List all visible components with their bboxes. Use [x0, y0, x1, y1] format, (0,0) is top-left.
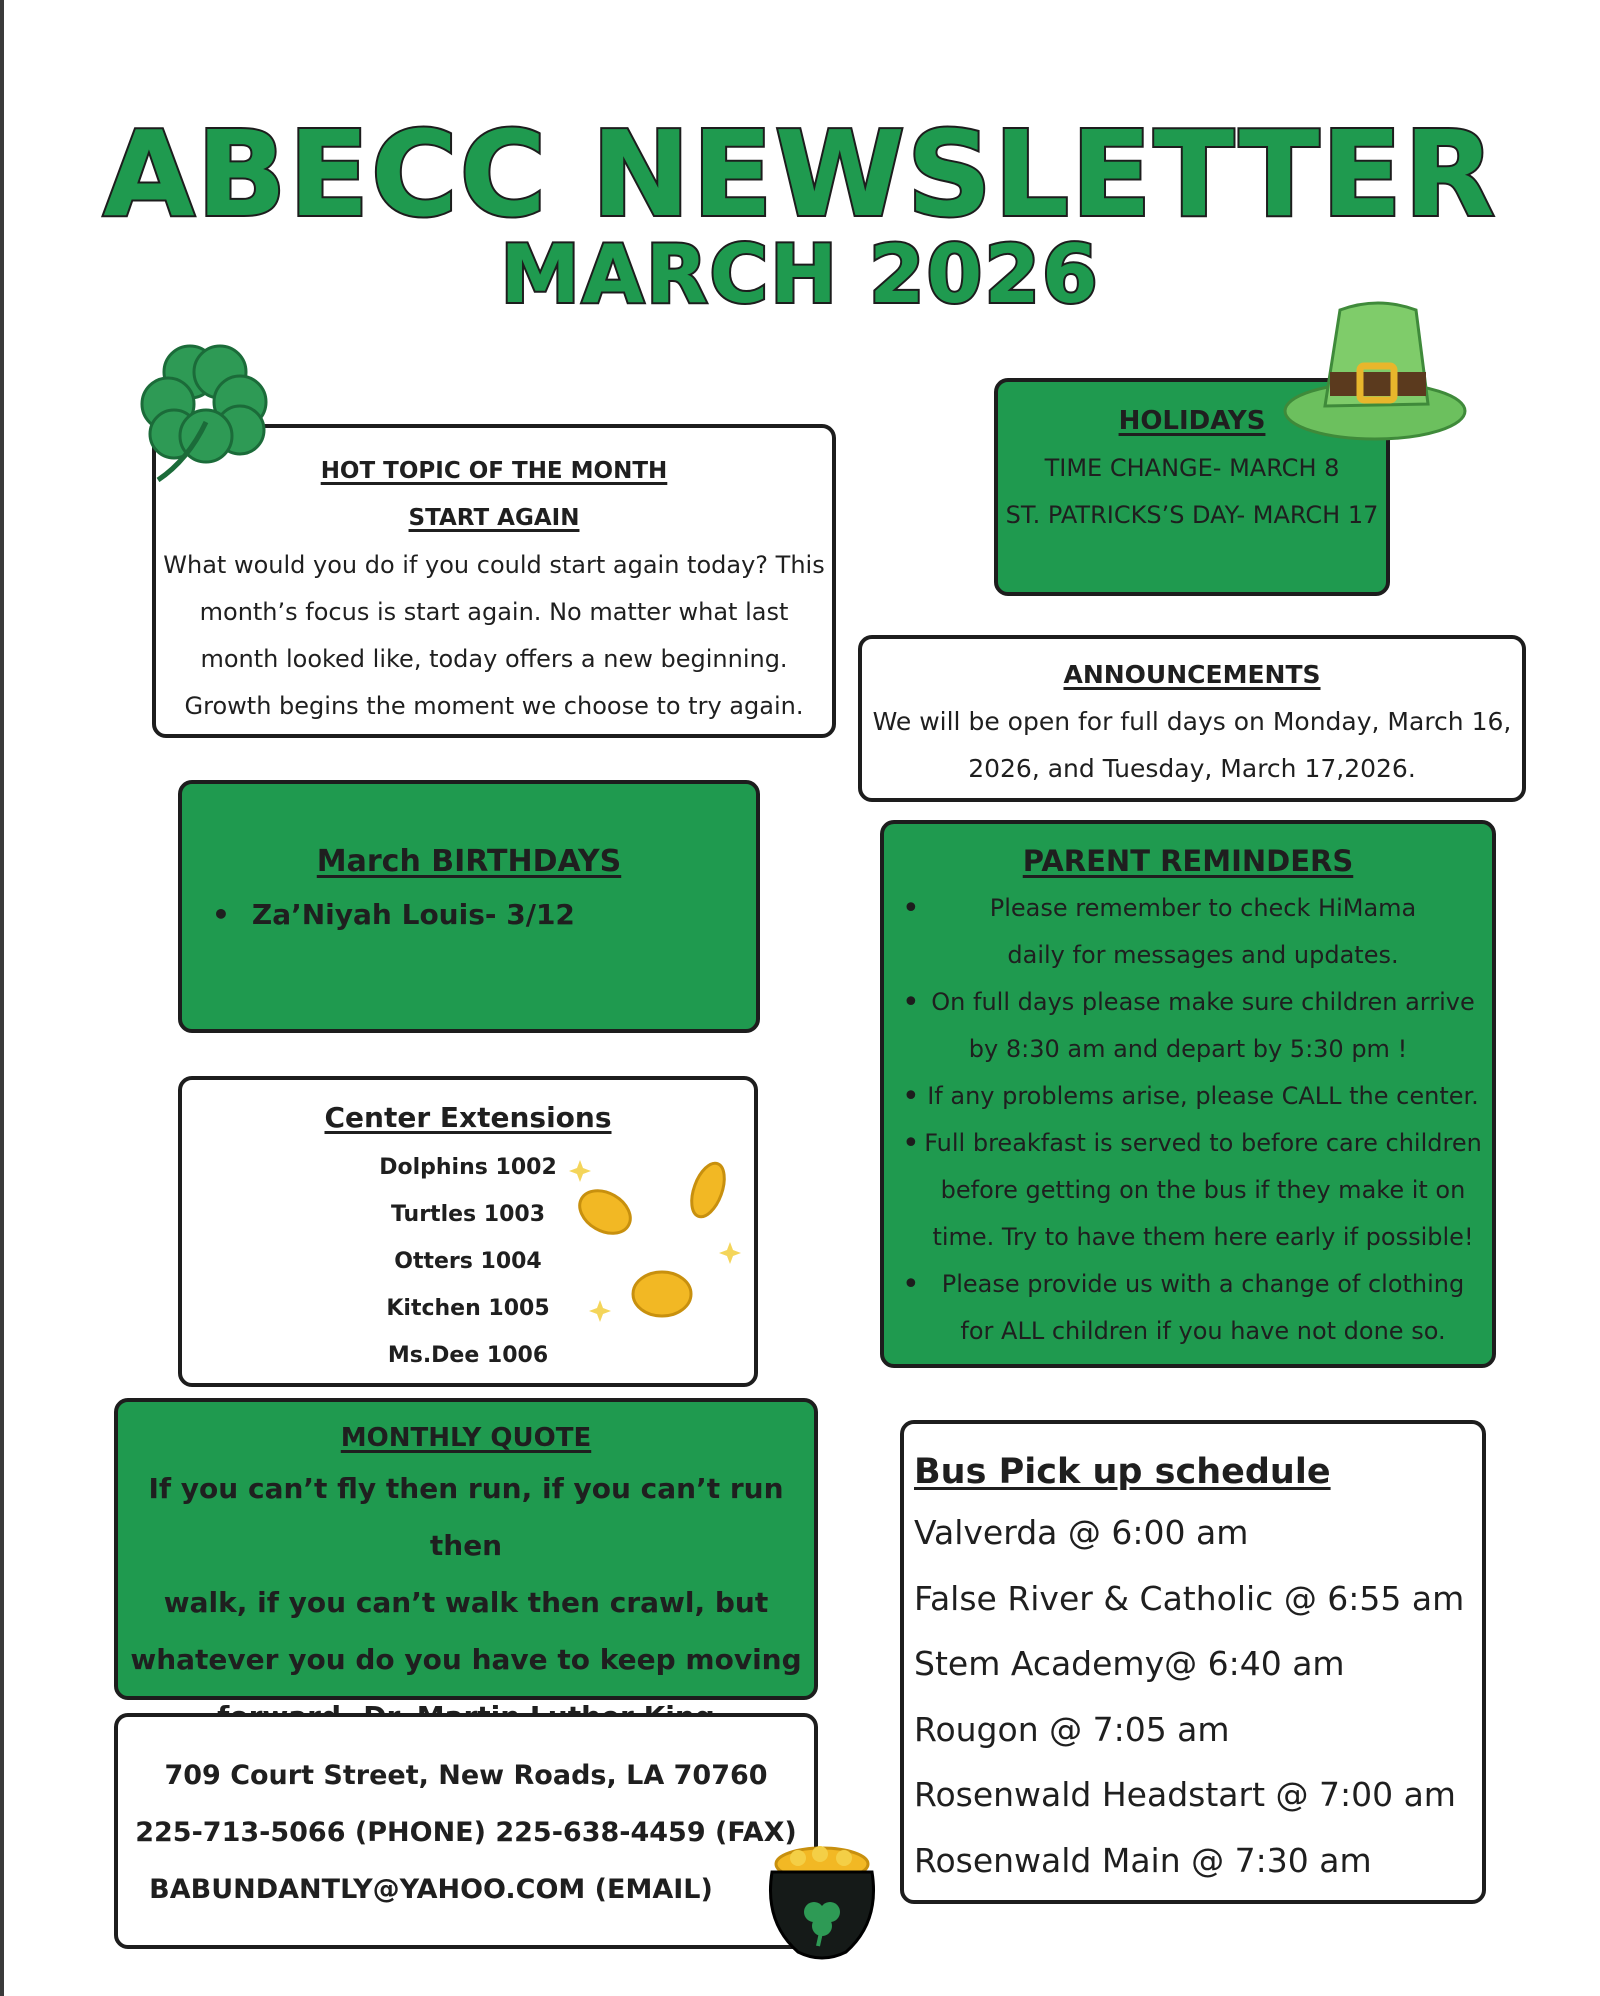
hot-topic-line: month’s focus is start again. No matter what last: [199, 598, 789, 626]
monthly-quote-heading: MONTHLY QUOTE: [340, 1423, 592, 1453]
birthdays-box: [178, 780, 760, 1033]
holiday-item: TIME CHANGE- MARCH 8: [1044, 454, 1340, 482]
shamrock-icon: [128, 330, 288, 490]
center-extensions-heading: Center Extensions: [324, 1101, 612, 1134]
hot-topic-line: What would you do if you could start again today? This: [163, 551, 825, 579]
bus-schedule-box: [900, 1420, 1486, 1904]
extension-item: Ms.Dee 1006: [387, 1343, 549, 1368]
birthdays-heading: March BIRTHDAYS: [316, 844, 622, 879]
contact-email: BABUNDANTLY@YAHOO.COM (EMAIL): [149, 1874, 713, 1905]
quote-line: If you can’t fly then run, if you can’t run then: [148, 1472, 784, 1562]
reminder-line: by 8:30 am and depart by 5:30 pm !: [968, 1035, 1408, 1063]
hot-topic-heading: HOT TOPIC OF THE MONTH: [320, 458, 668, 484]
reminder-line: • If any problems arise, please CALL the center.: [884, 1073, 1492, 1120]
bus-stop: False River & Catholic @ 6:55 am: [914, 1578, 1465, 1618]
reminder-line: daily for messages and updates.: [1007, 941, 1399, 969]
monthly-quote-box: [114, 1398, 818, 1700]
bus-stop: Stem Academy@ 6:40 am: [914, 1644, 1345, 1683]
bullet-icon: •: [212, 898, 230, 931]
extension-item: Turtles 1003: [390, 1202, 546, 1227]
announcements-heading: ANNOUNCEMENTS: [1063, 660, 1321, 689]
newsletter-date: MARCH 2026: [500, 228, 1100, 321]
hot-topic-subheading: START AGAIN: [408, 505, 580, 531]
bus-stop: Rougon @ 7:05 am: [914, 1709, 1230, 1749]
birthday-item: [182, 888, 756, 942]
leprechaun-hat-icon: [1280, 296, 1470, 446]
reminder-line: • Full breakfast is served to before care children: [884, 1120, 1492, 1167]
holiday-item: ST. PATRICKS’S DAY- MARCH 17: [1005, 501, 1379, 529]
parent-reminders-heading: PARENT REMINDERS: [1022, 844, 1354, 878]
reminder-line: time. Try to have them here early if possible!: [932, 1223, 1474, 1251]
parent-reminders-box: [880, 820, 1496, 1368]
announcements-box: [858, 635, 1526, 802]
holidays-heading: HOLIDAYS: [1118, 406, 1266, 436]
announcement-line: We will be open for full days on Monday, March 16,: [872, 707, 1512, 736]
extension-item: Kitchen 1005: [386, 1296, 550, 1321]
bus-stop: Valverda @ 6:00 am: [914, 1513, 1249, 1552]
hot-topic-line: month looked like, today offers a new beginning.: [200, 645, 788, 673]
contact-address: 709 Court Street, New Roads, LA 70760: [164, 1760, 768, 1791]
contact-box: [114, 1713, 818, 1949]
extension-item: Otters 1004: [394, 1249, 542, 1274]
birthday-name: Za’Niyah Louis- 3/12: [251, 898, 575, 931]
hot-topic-line: Growth begins the moment we choose to try again.: [184, 692, 804, 720]
contact-phones: 225-713-5066 (PHONE) 225-638-4459 (FAX): [135, 1817, 797, 1848]
bus-stop: Rosenwald Headstart @ 7:00 am: [914, 1775, 1456, 1814]
bus-stop: Rosenwald Main @ 7:30 am: [914, 1840, 1372, 1880]
quote-line: whatever you do you have to keep moving: [130, 1643, 802, 1676]
bus-schedule-heading: Bus Pick up schedule: [914, 1452, 1331, 1492]
gold-coins-icon: [560, 1130, 750, 1330]
reminder-line: for ALL children if you have not done so.: [960, 1317, 1446, 1345]
reminder-line: • On full days please make sure children arrive: [884, 979, 1492, 1026]
announcement-line: 2026, and Tuesday, March 17,2026.: [968, 754, 1416, 783]
reminder-line: • Please provide us with a change of clothing: [884, 1261, 1492, 1308]
newsletter-title: ABECC NEWSLETTER: [103, 105, 1497, 243]
reminder-line: • Please remember to check HiMama: [884, 885, 1492, 932]
reminder-line: before getting on the bus if they make it on: [940, 1176, 1466, 1204]
quote-line: walk, if you can’t walk then crawl, but: [163, 1586, 769, 1619]
extension-item: Dolphins 1002: [379, 1155, 557, 1180]
pot-of-gold-icon: [758, 1838, 888, 1968]
